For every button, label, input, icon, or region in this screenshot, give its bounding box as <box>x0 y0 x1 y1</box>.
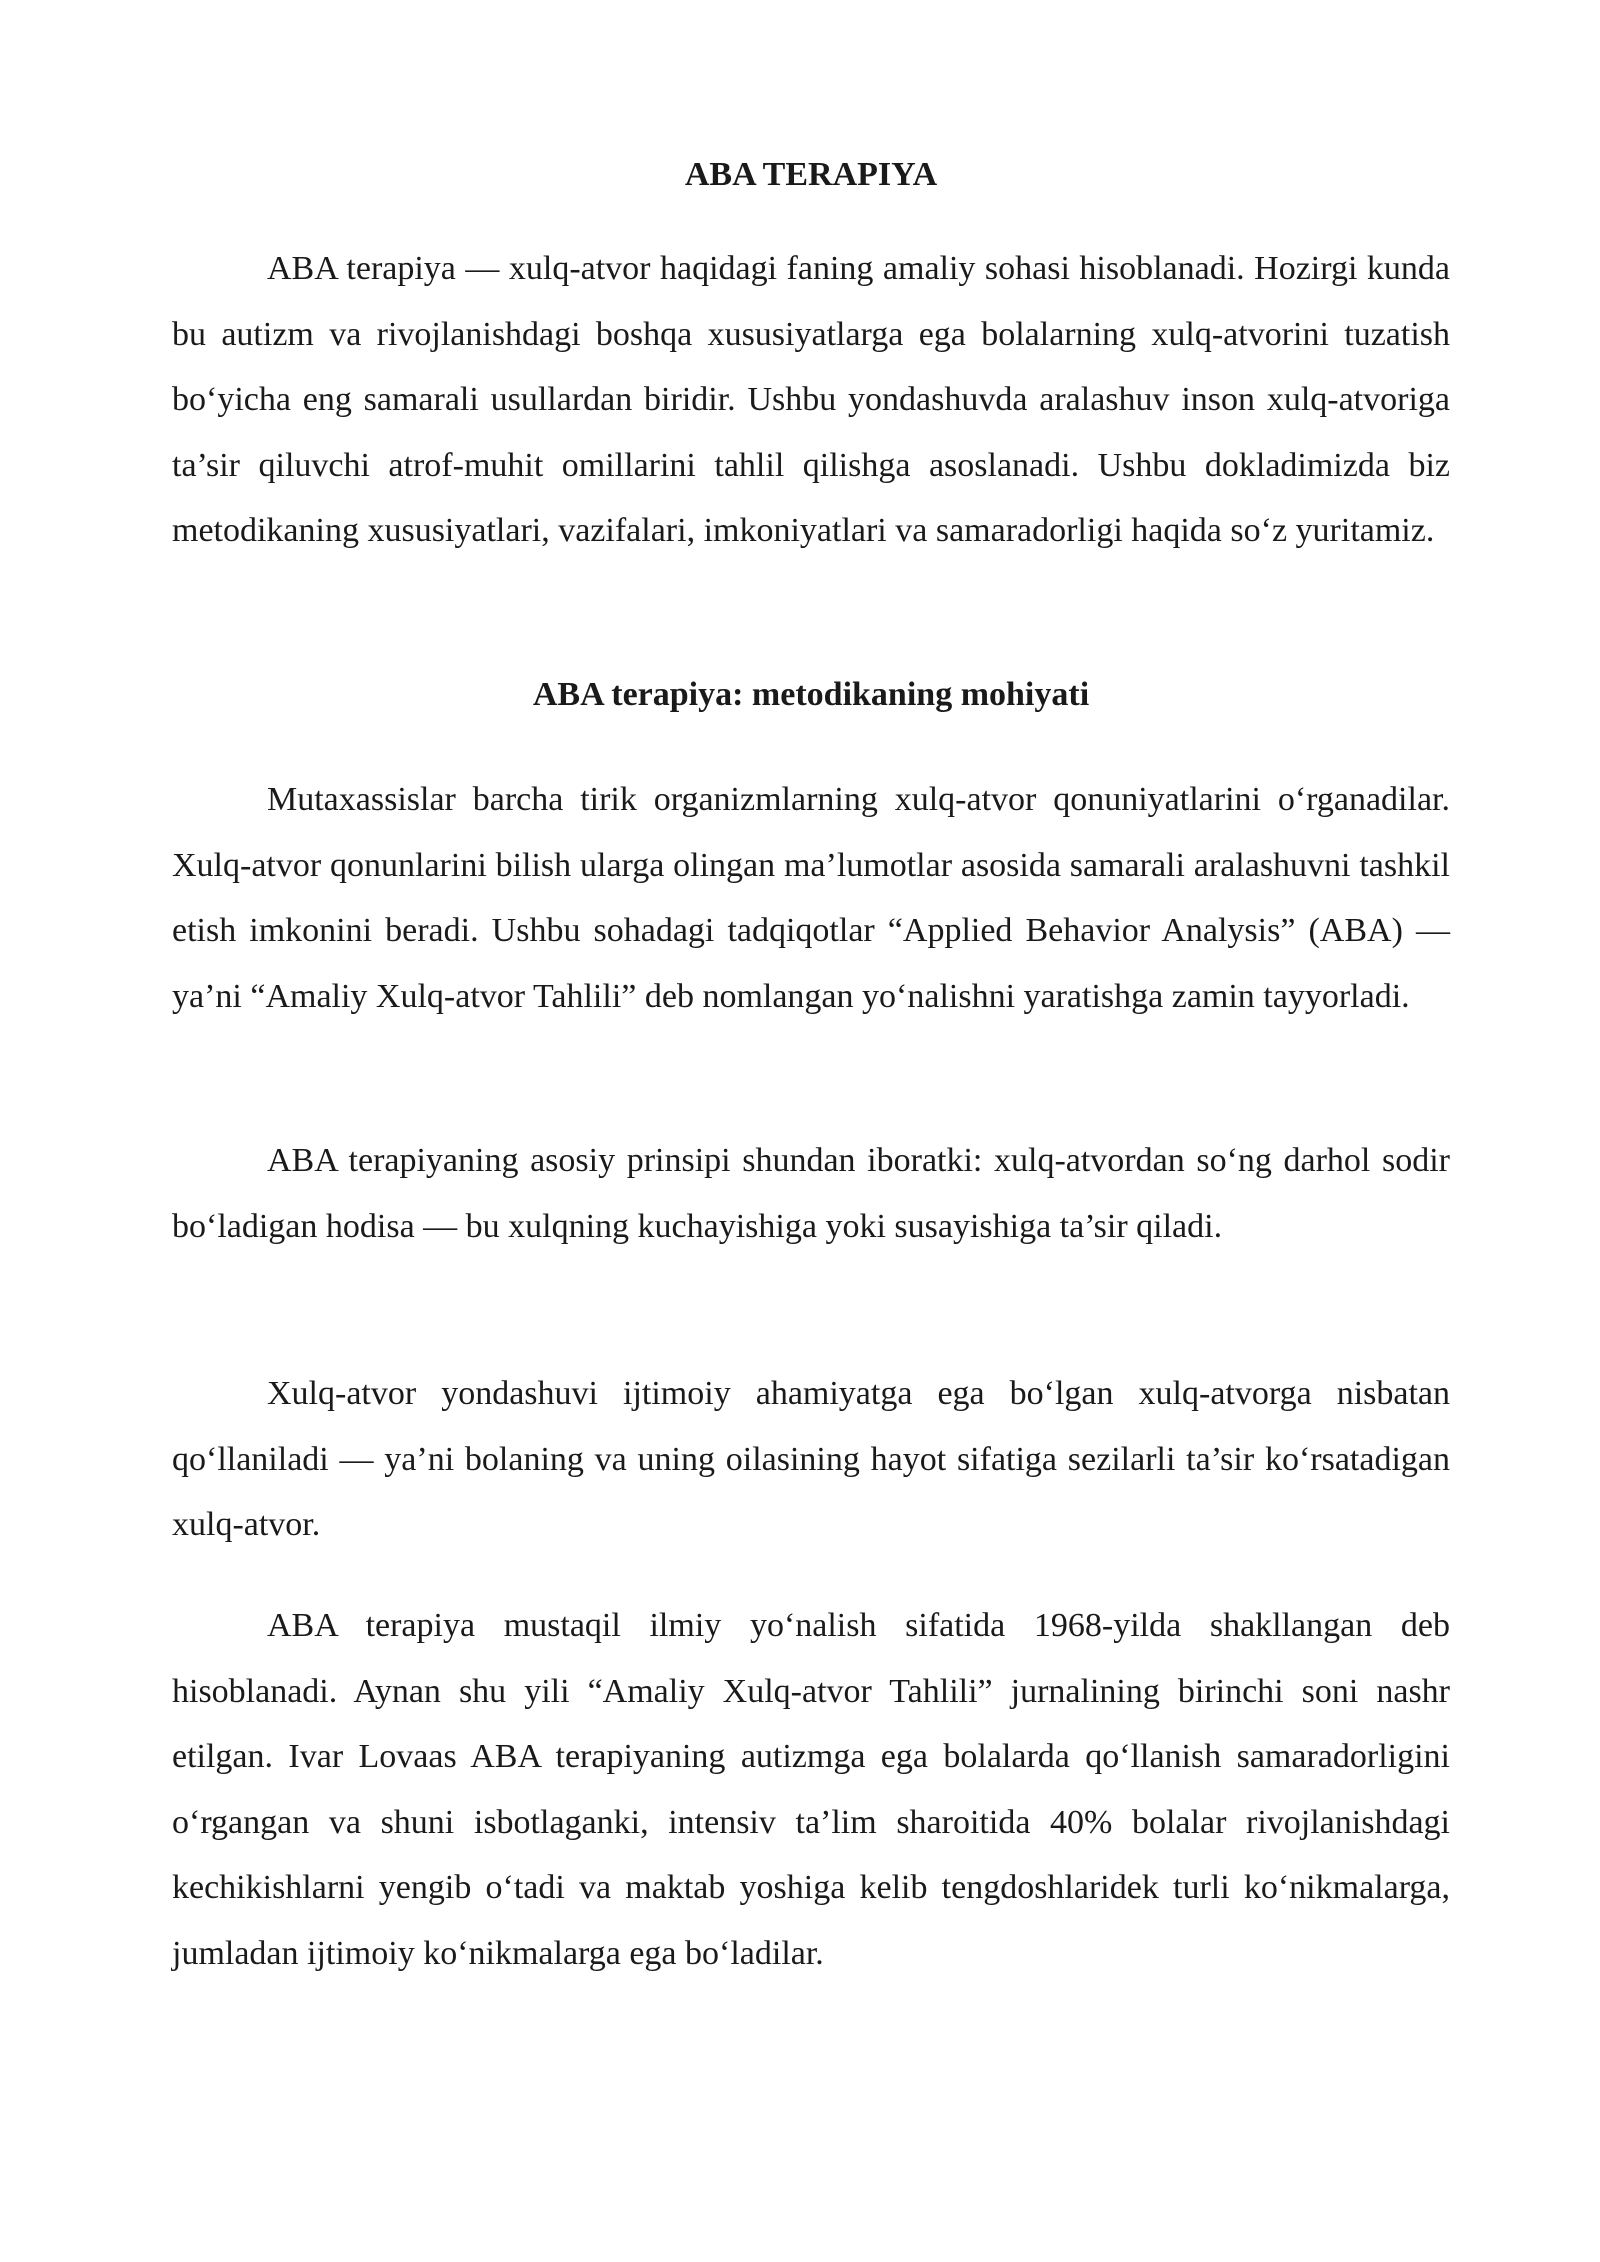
body-paragraph: ABA terapiyaning asosiy prinsipi shundan iboratki: xulq-atvordan so‘ng darhol sodir bo‘ladigan hodisa — bu xulqning kuchayishiga yoki susayishiga ta’sir qiladi. <box>172 1142 1450 1245</box>
section-heading: ABA terapiya: metodikaning mohiyati <box>532 676 1090 713</box>
body-paragraph: Mutaxassislar barcha tirik organizmlarning xulq-atvor qonuniyatlarini o‘rganadilar. Xulq-atvor qonunlarini bilish ularga olingan ma’lumotlar asosida samarali aralashuvni tashkil etish imkonini beradi. Ushbu sohadagi tadqiqotlar “Applied Behavior Analysis” (ABA) — ya’ni “Amaliy Xulq-atvor Tahlili” deb nomlangan yo‘nalishni yaratishga zamin tayyorladi. <box>172 781 1450 1015</box>
body-paragraph: ABA terapiya mustaqil ilmiy yo‘nalish sifatida 1968-yilda shakllangan deb hisoblanadi. Aynan shu yili “Amaliy Xulq-atvor Tahlili” jurnalining birinchi soni nashr etilgan. Ivar Lovaas ABA terapiyaning autizmga ega bolalarda qo‘llanish samaradorligini o‘rgangan va shuni isbotlaganki, intensiv ta’lim sharoitida 40% bolalar rivojlanishdagi kechikishlarni yengib o‘tadi va maktab yoshiga kelib tengdoshlaridek turli ko‘nikmalarga, jumladan ijtimoiy ko‘nikmalarga ega bo‘ladilar. <box>172 1607 1450 1972</box>
intro-paragraph: ABA terapiya — xulq-atvor haqidagi faning amaliy sohasi hisoblanadi. Hozirgi kunda bu autizm va rivojlanishdagi boshqa xususiyatlarga ega bolalarning xulq-atvorini tuzatish bo‘yicha eng samarali usullardan biridir. Ushbu yondashuvda aralashuv inson xulq-atvoriga ta’sir qiluvchi atrof-muhit omillarini tahlil qilishga asoslanadi. Ushbu dokladimizda biz metodikaning xususiyatlari, vazifalari, imkoniyatlari va samaradorligi haqida so‘z yuritamiz. <box>172 250 1450 549</box>
document-title: ABA TERAPIYA <box>684 156 938 193</box>
body-paragraph: Xulq-atvor yondashuvi ijtimoiy ahamiyatga ega bo‘lgan xulq-atvorga nisbatan qo‘llaniladi — ya’ni bolaning va uning oilasining hayot sifatiga sezilarli ta’sir ko‘rsatadigan xulq-atvor. <box>172 1375 1450 1543</box>
